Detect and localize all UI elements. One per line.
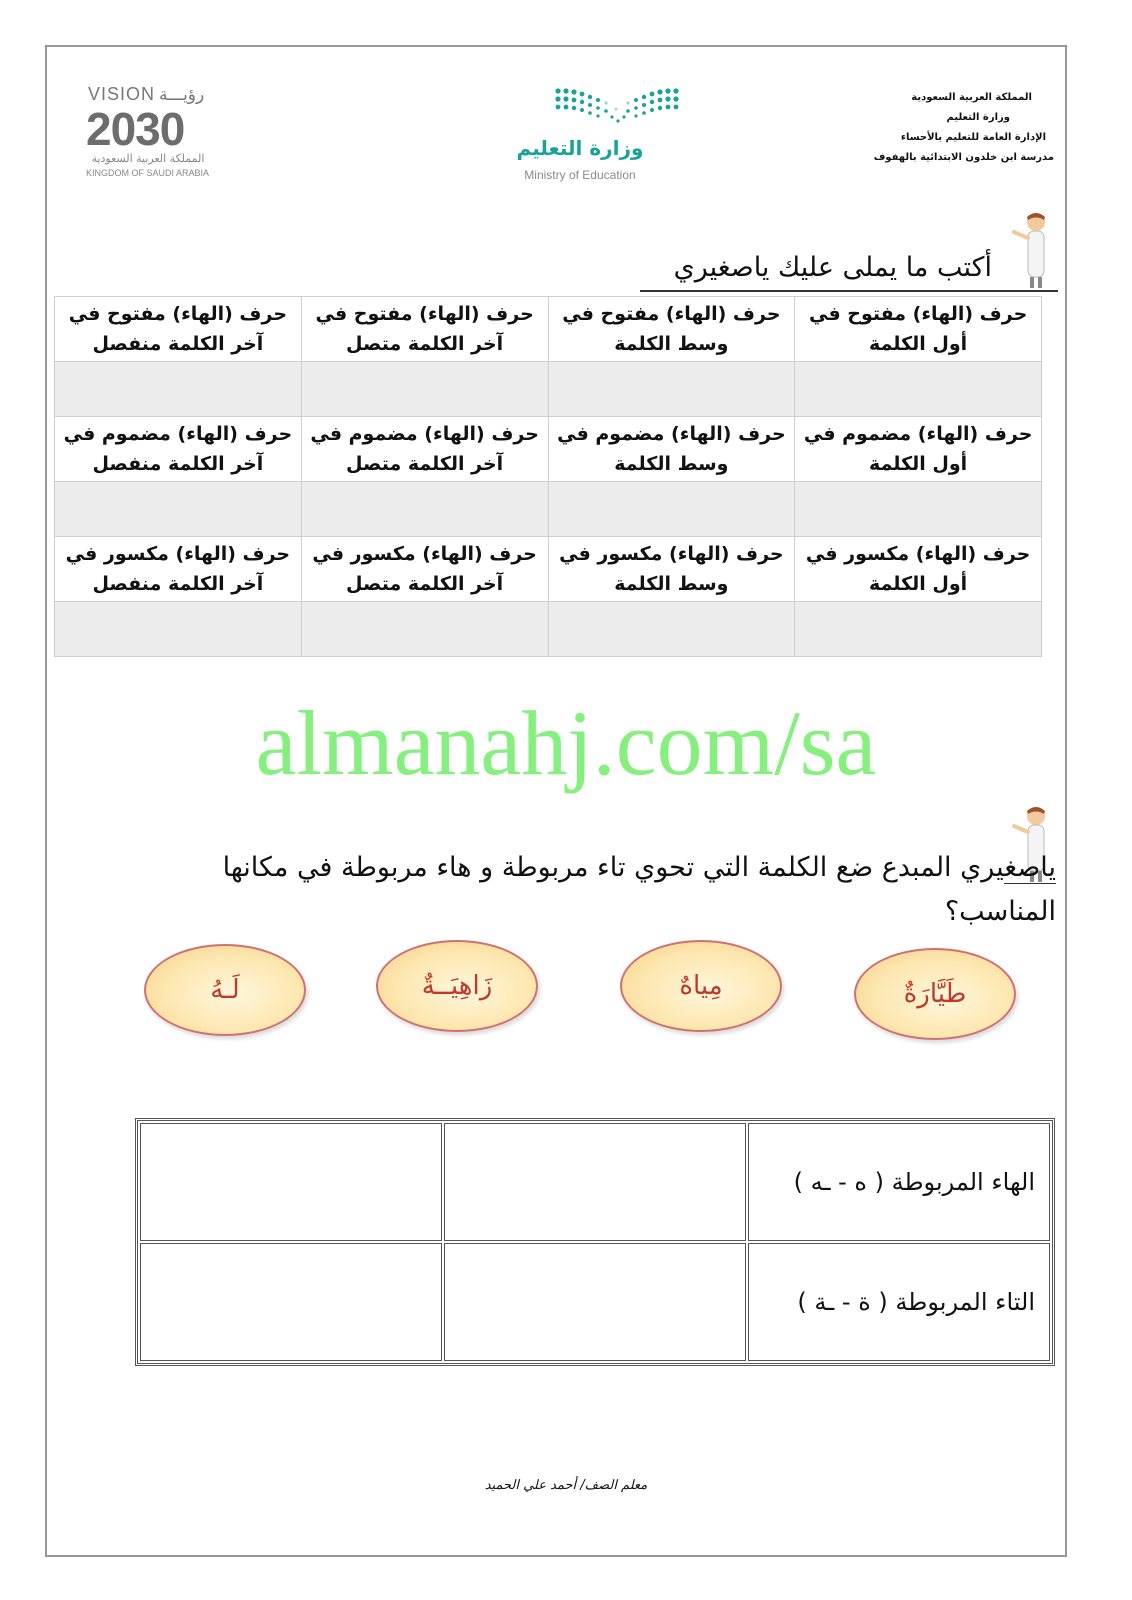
- header-line: مدرسة ابن خلدون الابتدائية بالهفوف: [873, 152, 1054, 163]
- word-bank: [0, 940, 1132, 1040]
- header-cell: حرف (الهاء) مفتوح في آخر الكلمة متصل: [301, 297, 548, 362]
- section2-question: ياصغيري المبدع ضع الكلمة التي تحوي تاء مربوطة و هاء مربوطة في مكانها المناسب؟: [222, 852, 1056, 927]
- header-cell: حرف (الهاء) مضموم في آخر الكلمة منفصل: [55, 417, 302, 482]
- word-card[interactable]: زَاهِيَــةٌ: [376, 940, 538, 1032]
- answer-cell[interactable]: [55, 362, 302, 417]
- answer-cell[interactable]: [301, 362, 548, 417]
- answer-cell[interactable]: [140, 1243, 442, 1361]
- answer-cell[interactable]: [548, 602, 795, 657]
- answer-cell[interactable]: [795, 482, 1042, 537]
- header-cell: حرف (الهاء) مضموم في آخر الكلمة متصل: [301, 417, 548, 482]
- header-cell: حرف (الهاء) مفتوح في آخر الكلمة منفصل: [55, 297, 302, 362]
- header-line: الإدارة العامة للتعليم بالأحساء: [900, 132, 1046, 143]
- header-line: المملكة العربية السعودية: [911, 92, 1032, 103]
- ministry-name-ar: وزارة التعليم: [516, 136, 644, 160]
- header-line: وزارة التعليم: [946, 112, 1010, 123]
- teacher-signature: معلم الصف/ أحمد علي الحميد: [484, 1478, 648, 1493]
- answer-cell[interactable]: [548, 482, 795, 537]
- answer-cell[interactable]: [55, 482, 302, 537]
- answer-row: [55, 482, 1042, 537]
- answer-cell[interactable]: [301, 602, 548, 657]
- answer-cell[interactable]: [548, 362, 795, 417]
- vision-kingdom-en: KINGDOM OF SAUDI ARABIA: [86, 168, 210, 178]
- header-cell: حرف (الهاء) مكسور في أول الكلمة: [795, 537, 1042, 602]
- vision-year: 2030: [86, 103, 185, 155]
- header-cell: حرف (الهاء) مكسور في آخر الكلمة متصل: [301, 537, 548, 602]
- answer-cell[interactable]: [444, 1243, 746, 1361]
- table-row: [55, 297, 1042, 362]
- header-org-lines: [873, 88, 1054, 168]
- answer-cell[interactable]: [140, 1123, 442, 1241]
- table-row: [140, 1123, 1050, 1241]
- answer-cell[interactable]: [301, 482, 548, 537]
- word-card[interactable]: لَـهُ: [144, 944, 306, 1036]
- table-row: [140, 1243, 1050, 1361]
- answer-cell[interactable]: [795, 602, 1042, 657]
- ministry-name-en: Ministry of Education: [524, 168, 636, 182]
- vision-2030-logo-icon: [86, 80, 226, 180]
- section1-title-underline: [640, 290, 1058, 292]
- header-cell: حرف (الهاء) مكسور في آخر الكلمة منفصل: [55, 537, 302, 602]
- vision-kingdom-ar: المملكة العربية السعودية: [91, 152, 205, 165]
- header-cell: حرف (الهاء) مضموم في وسط الكلمة: [548, 417, 795, 482]
- ministry-dots-logo-icon: [552, 85, 682, 129]
- answer-cell[interactable]: [444, 1123, 746, 1241]
- answer-row: [55, 602, 1042, 657]
- sorting-table: [135, 1118, 1055, 1366]
- header-cell: حرف (الهاء) مضموم في أول الكلمة: [795, 417, 1042, 482]
- ministry-logo: [480, 80, 680, 190]
- row-label-ha: الهاء المربوطة ( ه - ـه ): [748, 1123, 1050, 1241]
- header-cell: حرف (الهاء) مفتوح في وسط الكلمة: [548, 297, 795, 362]
- header-cell: حرف (الهاء) مفتوح في أول الكلمة: [795, 297, 1042, 362]
- boy-character-icon: [1006, 206, 1052, 292]
- watermark-text: almanahj.com/sa: [255, 692, 877, 794]
- table-row: [55, 417, 1042, 482]
- header-cell: حرف (الهاء) مكسور في وسط الكلمة: [548, 537, 795, 602]
- section1-title: أكتب ما يملى عليك ياصغيري: [673, 252, 992, 283]
- answer-cell[interactable]: [795, 362, 1042, 417]
- vision-word-ar: رؤيـــة: [159, 85, 205, 105]
- answer-cell[interactable]: [55, 602, 302, 657]
- answer-row: [55, 362, 1042, 417]
- table-row: [55, 537, 1042, 602]
- dictation-table: [54, 296, 1042, 657]
- vision-word: VISION: [88, 84, 156, 104]
- word-card[interactable]: طَيَّارَةٌ: [854, 948, 1016, 1040]
- word-card[interactable]: مِياهٌ: [620, 940, 782, 1032]
- row-label-ta: التاء المربوطة ( ة - ـة ): [748, 1243, 1050, 1361]
